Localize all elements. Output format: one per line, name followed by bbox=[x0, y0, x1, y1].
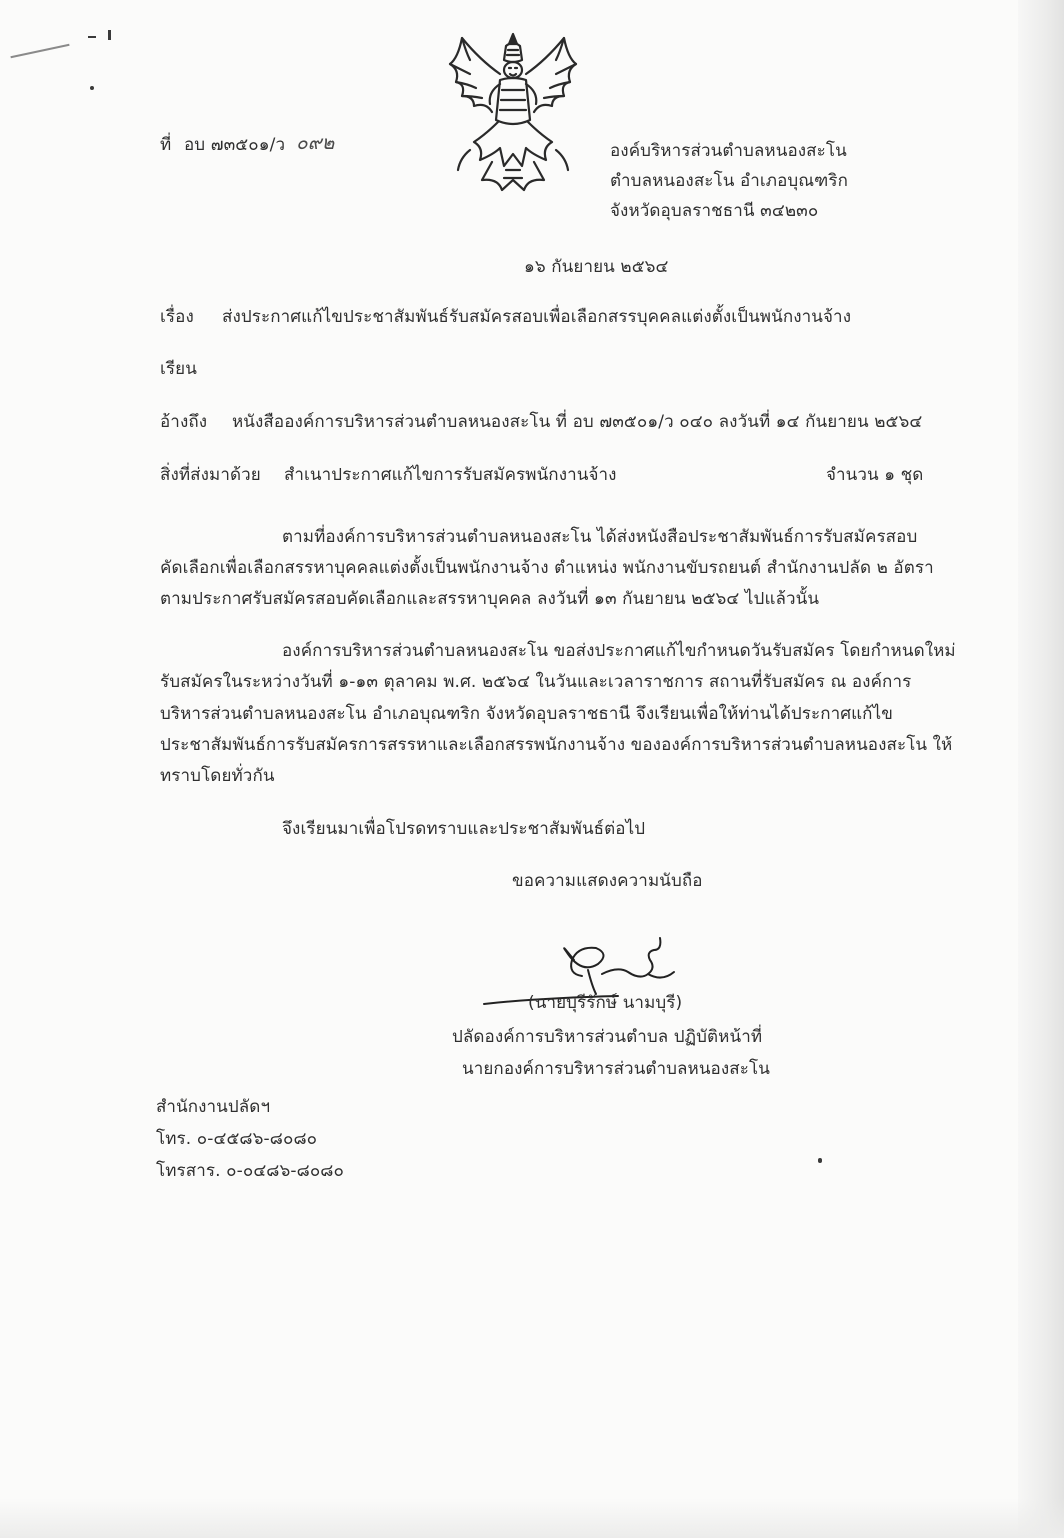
paragraph-2-line: องค์การบริหารส่วนตำบลหนองสะโน ขอส่งประกาศแก้ไขกำหนดวันรับสมัคร โดยกำหนดใหม่ bbox=[282, 641, 956, 661]
scan-mark bbox=[108, 30, 111, 40]
reference-text: หนังสือองค์การบริหารส่วนตำบลหนองสะโน ที่ อบ ๗๓๕๐๑/ว ๐๔๐ ลงวันที่ ๑๔ กันยายน ๒๕๖๔ bbox=[232, 412, 923, 432]
enclosure-quantity: จำนวน ๑ ชุด bbox=[826, 465, 924, 485]
closing-request: จึงเรียนมาเพื่อโปรดทราบและประชาสัมพันธ์ต่อไป bbox=[282, 819, 646, 839]
ref-label: ที่ bbox=[160, 135, 172, 155]
signatory-position-2: นายกองค์การบริหารส่วนตำบลหนองสะโน bbox=[462, 1059, 770, 1079]
paragraph-2-line: รับสมัครในระหว่างวันที่ ๑-๑๓ ตุลาคม พ.ศ. ๒๕๖๔ ในวันและเวลาราชการ สถานที่รับสมัคร ณ องค์การ bbox=[160, 672, 912, 692]
paragraph-2-line: บริหารส่วนตำบลหนองสะโน อำเภอบุณฑริก จังหวัดอุบลราชธานี จึงเรียนเพื่อให้ท่านได้ประกาศแก้ไข bbox=[160, 704, 893, 724]
salutation-label: เรียน bbox=[160, 359, 197, 379]
garuda-emblem-icon bbox=[440, 30, 586, 196]
scan-mark bbox=[818, 1158, 822, 1163]
subject-text: ส่งประกาศแก้ไขประชาสัมพันธ์รับสมัครสอบเพื่อเลือกสรรบุคคลแต่งตั้งเป็นพนักงานจ้าง bbox=[222, 307, 852, 327]
page-edge-shadow-right bbox=[1018, 0, 1064, 1538]
signatory-position-1: ปลัดองค์การบริหารส่วนตำบล ปฏิบัติหน้าที่ bbox=[452, 1027, 763, 1047]
reference-label: อ้างถึง bbox=[160, 412, 208, 432]
letter-date: ๑๖ กันยายน ๒๕๖๔ bbox=[524, 257, 669, 277]
sender-line-1: องค์บริหารส่วนตำบลหนองสะโน bbox=[610, 141, 847, 161]
scan-mark bbox=[10, 44, 69, 58]
contact-office: สำนักงานปลัดฯ bbox=[156, 1097, 271, 1117]
page-edge-shadow-bottom bbox=[0, 1498, 1064, 1538]
signatory-name: (นายบุรีรักษ์ นามบุรี) bbox=[528, 993, 683, 1013]
sender-line-2: ตำบลหนองสะโน อำเภอบุณฑริก bbox=[610, 171, 848, 191]
subject-label: เรื่อง bbox=[160, 307, 194, 327]
contact-fax: โทรสาร. ๐-๐๔๘๖-๘๐๘๐ bbox=[156, 1161, 345, 1181]
sender-line-3: จังหวัดอุบลราชธานี ๓๔๒๓๐ bbox=[610, 201, 819, 221]
paragraph-1-line: ตามประกาศรับสมัครสอบคัดเลือกและสรรหาบุคคล ลงวันที่ ๑๓ กันยายน ๒๕๖๔ ไปแล้วนั้น bbox=[160, 589, 820, 609]
paragraph-1-line: คัดเลือกเพื่อเลือกสรรหาบุคคลแต่งตั้งเป็นพนักงานจ้าง ตำแหน่ง พนักงานขับรถยนต์ สำนักงานปลัด ๒ อัตรา bbox=[160, 558, 934, 578]
ref-number-handwritten: ๐๙๒ bbox=[296, 132, 335, 154]
paragraph-1-line: ตามที่องค์การบริหารส่วนตำบลหนองสะโน ได้ส่งหนังสือประชาสัมพันธ์การรับสมัครสอบ bbox=[282, 527, 918, 547]
scan-mark bbox=[88, 36, 96, 38]
enclosure-label: สิ่งที่ส่งมาด้วย bbox=[160, 465, 261, 485]
scan-mark bbox=[90, 86, 94, 90]
enclosure-text: สำเนาประกาศแก้ไขการรับสมัครพนักงานจ้าง bbox=[284, 465, 617, 485]
closing-salutation: ขอความแสดงความนับถือ bbox=[512, 871, 703, 891]
paragraph-2-line: ประชาสัมพันธ์การรับสมัครการสรรหาและเลือกสรรพนักงานจ้าง ขององค์การบริหารส่วนตำบลหนองสะโน ให้ bbox=[160, 735, 953, 755]
ref-number: อบ ๗๓๕๐๑/ว bbox=[184, 135, 286, 155]
contact-phone: โทร. ๐-๔๕๘๖-๘๐๘๐ bbox=[156, 1129, 318, 1149]
paragraph-2-line: ทราบโดยทั่วกัน bbox=[160, 766, 275, 786]
